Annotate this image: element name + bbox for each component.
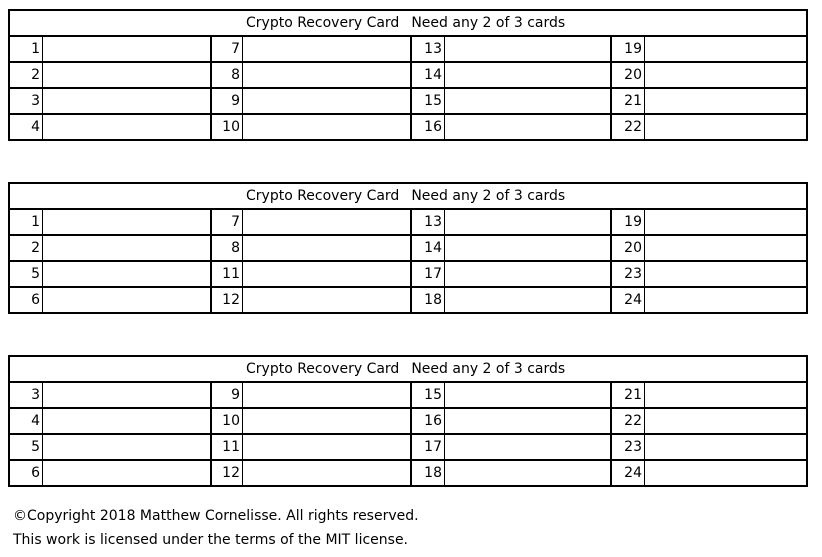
word-blank xyxy=(43,89,210,113)
word-slot xyxy=(210,37,410,61)
word-index: 21 xyxy=(612,383,645,407)
word-blank xyxy=(43,63,210,87)
card-row xyxy=(10,236,806,262)
card-title-name: Crypto Recovery Card xyxy=(246,188,400,204)
word-slot xyxy=(210,262,410,286)
word-slot xyxy=(610,37,806,61)
word-blank xyxy=(243,383,410,407)
word-index: 7 xyxy=(212,210,243,234)
word-slot xyxy=(10,383,210,407)
word-blank xyxy=(445,210,610,234)
recovery-card-3 xyxy=(8,355,808,487)
word-blank xyxy=(243,63,410,87)
word-index: 13 xyxy=(412,37,445,61)
word-blank xyxy=(43,37,210,61)
word-index: 1 xyxy=(10,37,43,61)
word-blank xyxy=(645,435,806,459)
card-title-row xyxy=(10,11,806,37)
word-blank xyxy=(645,89,806,113)
word-blank xyxy=(645,461,806,485)
recovery-card-1 xyxy=(8,9,808,141)
word-blank xyxy=(445,115,610,139)
word-blank xyxy=(645,115,806,139)
card-row xyxy=(10,115,806,139)
card-row xyxy=(10,63,806,89)
word-index: 6 xyxy=(10,288,43,312)
card-title-row xyxy=(10,184,806,210)
card-title-rule: Need any 2 of 3 cards xyxy=(411,188,566,204)
card-row xyxy=(10,89,806,115)
word-blank xyxy=(445,262,610,286)
word-slot xyxy=(410,210,610,234)
word-index: 1 xyxy=(10,210,43,234)
word-blank xyxy=(445,435,610,459)
word-blank xyxy=(645,409,806,433)
word-blank xyxy=(43,115,210,139)
license-notice: This work is licensed under the terms of the MIT license. xyxy=(13,532,409,548)
word-slot xyxy=(610,262,806,286)
word-index: 15 xyxy=(412,89,445,113)
word-index: 21 xyxy=(612,89,645,113)
word-blank xyxy=(243,89,410,113)
word-slot xyxy=(610,236,806,260)
word-blank xyxy=(243,37,410,61)
word-index: 19 xyxy=(612,210,645,234)
word-slot xyxy=(610,435,806,459)
word-blank xyxy=(645,262,806,286)
word-slot xyxy=(210,461,410,485)
card-row xyxy=(10,288,806,312)
word-slot xyxy=(10,89,210,113)
word-blank xyxy=(645,37,806,61)
word-slot xyxy=(410,236,610,260)
word-index: 8 xyxy=(212,236,243,260)
word-index: 4 xyxy=(10,409,43,433)
word-slot xyxy=(410,383,610,407)
word-index: 12 xyxy=(212,461,243,485)
word-index: 22 xyxy=(612,115,645,139)
word-blank xyxy=(645,63,806,87)
word-slot xyxy=(210,383,410,407)
word-index: 11 xyxy=(212,435,243,459)
word-slot xyxy=(610,115,806,139)
card-row xyxy=(10,383,806,409)
word-blank xyxy=(243,409,410,433)
word-blank xyxy=(43,210,210,234)
word-index: 17 xyxy=(412,435,445,459)
word-index: 14 xyxy=(412,236,445,260)
word-index: 20 xyxy=(612,236,645,260)
word-index: 5 xyxy=(10,435,43,459)
word-slot xyxy=(210,63,410,87)
word-index: 3 xyxy=(10,383,43,407)
word-blank xyxy=(445,63,610,87)
word-index: 17 xyxy=(412,262,445,286)
word-slot xyxy=(610,210,806,234)
word-slot xyxy=(10,262,210,286)
word-slot xyxy=(410,63,610,87)
word-slot xyxy=(210,210,410,234)
word-index: 20 xyxy=(612,63,645,87)
word-slot xyxy=(610,288,806,312)
word-slot xyxy=(610,409,806,433)
card-row xyxy=(10,37,806,63)
word-slot xyxy=(410,37,610,61)
word-slot xyxy=(10,288,210,312)
word-slot xyxy=(610,383,806,407)
card-title-name: Crypto Recovery Card xyxy=(246,15,400,31)
card-row xyxy=(10,262,806,288)
word-blank xyxy=(445,236,610,260)
word-index: 10 xyxy=(212,409,243,433)
word-slot xyxy=(10,435,210,459)
recovery-card-2 xyxy=(8,182,808,314)
word-index: 2 xyxy=(10,63,43,87)
word-blank xyxy=(445,461,610,485)
word-slot xyxy=(410,89,610,113)
word-index: 14 xyxy=(412,63,445,87)
word-index: 23 xyxy=(612,435,645,459)
word-blank xyxy=(445,383,610,407)
word-blank xyxy=(43,383,210,407)
word-index: 10 xyxy=(212,115,243,139)
word-blank xyxy=(243,210,410,234)
word-index: 11 xyxy=(212,262,243,286)
word-slot xyxy=(210,409,410,433)
word-index: 19 xyxy=(612,37,645,61)
word-blank xyxy=(445,409,610,433)
word-blank xyxy=(645,383,806,407)
word-index: 5 xyxy=(10,262,43,286)
card-title-rule: Need any 2 of 3 cards xyxy=(411,15,566,31)
word-index: 9 xyxy=(212,89,243,113)
card-row xyxy=(10,409,806,435)
word-slot xyxy=(10,236,210,260)
word-blank xyxy=(243,115,410,139)
word-blank xyxy=(645,210,806,234)
copyright-notice: ©Copyright 2018 Matthew Cornelisse. All rights reserved. xyxy=(13,508,419,524)
word-blank xyxy=(243,262,410,286)
word-blank xyxy=(43,262,210,286)
word-blank xyxy=(43,236,210,260)
word-blank xyxy=(445,288,610,312)
card-row xyxy=(10,210,806,236)
word-blank xyxy=(43,435,210,459)
word-blank xyxy=(645,288,806,312)
word-blank xyxy=(243,288,410,312)
word-blank xyxy=(43,409,210,433)
word-slot xyxy=(210,435,410,459)
word-index: 4 xyxy=(10,115,43,139)
word-slot xyxy=(10,63,210,87)
word-slot xyxy=(610,461,806,485)
word-blank xyxy=(43,288,210,312)
word-blank xyxy=(243,236,410,260)
word-index: 3 xyxy=(10,89,43,113)
word-blank xyxy=(43,461,210,485)
word-index: 8 xyxy=(212,63,243,87)
word-index: 22 xyxy=(612,409,645,433)
word-index: 18 xyxy=(412,461,445,485)
word-slot xyxy=(410,435,610,459)
word-slot xyxy=(410,461,610,485)
word-blank xyxy=(243,435,410,459)
card-title xyxy=(246,185,565,207)
word-index: 24 xyxy=(612,461,645,485)
word-slot xyxy=(410,409,610,433)
card-title xyxy=(246,12,565,34)
word-slot xyxy=(10,461,210,485)
card-row xyxy=(10,435,806,461)
word-slot xyxy=(410,288,610,312)
word-slot xyxy=(10,115,210,139)
word-index: 13 xyxy=(412,210,445,234)
card-row xyxy=(10,461,806,485)
word-slot xyxy=(410,262,610,286)
word-index: 7 xyxy=(212,37,243,61)
word-slot xyxy=(210,115,410,139)
word-slot xyxy=(210,236,410,260)
word-blank xyxy=(243,461,410,485)
card-title-rule: Need any 2 of 3 cards xyxy=(411,361,566,377)
word-slot xyxy=(210,288,410,312)
word-index: 16 xyxy=(412,409,445,433)
word-index: 2 xyxy=(10,236,43,260)
card-title-row xyxy=(10,357,806,383)
word-slot xyxy=(410,115,610,139)
word-index: 24 xyxy=(612,288,645,312)
word-index: 12 xyxy=(212,288,243,312)
word-index: 15 xyxy=(412,383,445,407)
word-index: 18 xyxy=(412,288,445,312)
word-slot xyxy=(610,63,806,87)
word-slot xyxy=(10,37,210,61)
word-slot xyxy=(610,89,806,113)
word-blank xyxy=(445,37,610,61)
word-blank xyxy=(445,89,610,113)
card-title-name: Crypto Recovery Card xyxy=(246,361,400,377)
word-slot xyxy=(210,89,410,113)
card-title xyxy=(246,358,565,380)
word-index: 16 xyxy=(412,115,445,139)
word-index: 6 xyxy=(10,461,43,485)
word-slot xyxy=(10,409,210,433)
word-index: 23 xyxy=(612,262,645,286)
word-blank xyxy=(645,236,806,260)
word-slot xyxy=(10,210,210,234)
word-index: 9 xyxy=(212,383,243,407)
